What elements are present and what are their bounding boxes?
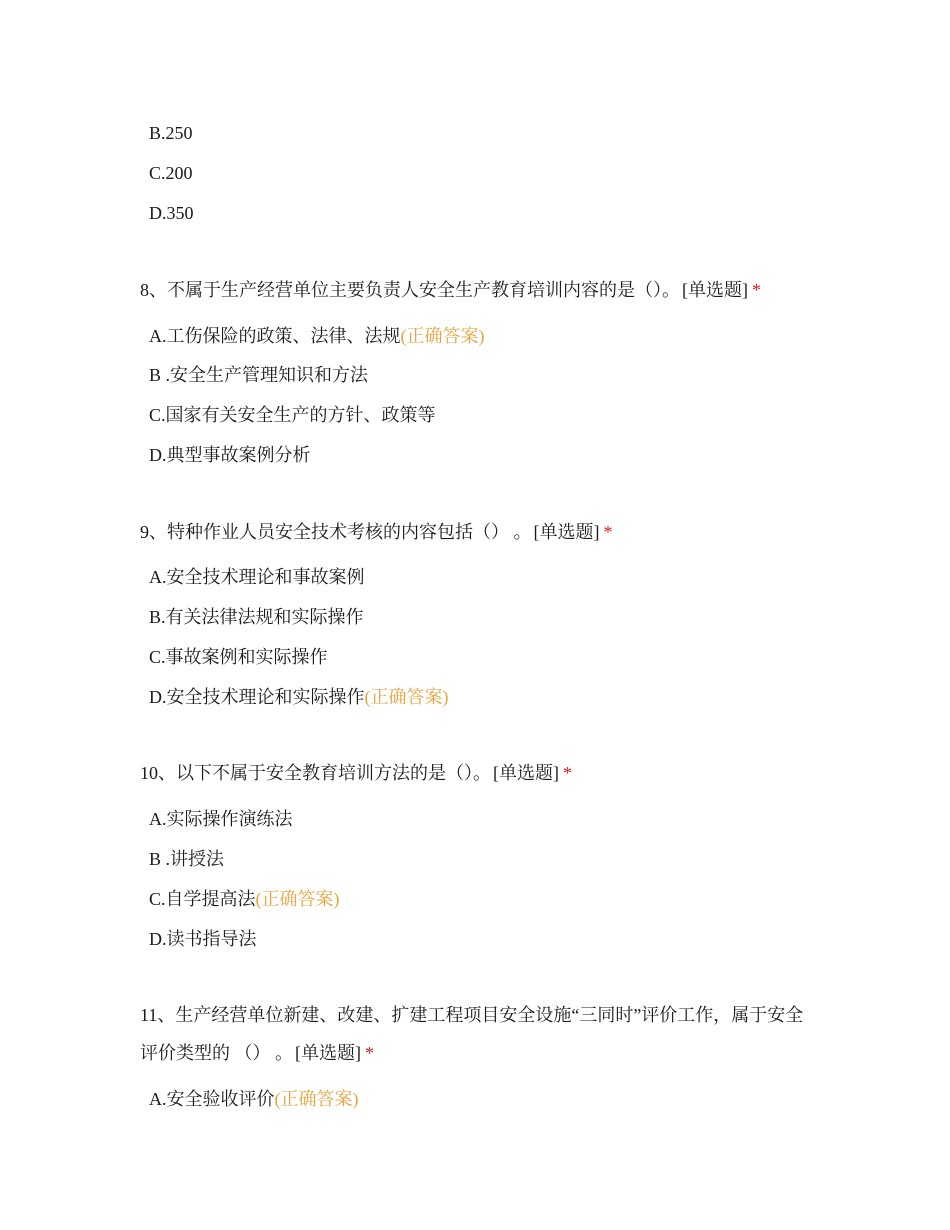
- q9-type-tag: [单选题]: [533, 522, 600, 542]
- q10-option-c-text: C.自学提高法: [149, 889, 256, 909]
- q7-option-c: C.200: [149, 163, 193, 183]
- q10-option-b: B .讲授法: [149, 849, 225, 869]
- q8-option-c: C.国家有关安全生产的方针、政策等: [149, 405, 436, 425]
- q8-correct-answer-mark: (正确答案): [400, 326, 485, 346]
- q11-option-a: [149, 1087, 359, 1111]
- q9-option-a: A.安全技术理论和事故案例: [149, 567, 365, 587]
- q8-required-mark: *: [752, 280, 761, 300]
- q10-stem: [140, 754, 820, 792]
- q8-option-a-text: A.工伤保险的政策、法律、法规: [149, 326, 401, 346]
- q11-correct-answer-mark: (正确答案): [274, 1089, 359, 1109]
- q10-option-c: [149, 887, 340, 911]
- q8-option-a: [149, 324, 485, 348]
- q11-type-tag: [单选题]: [295, 1043, 361, 1063]
- q8-type-tag: [单选题]: [682, 280, 748, 300]
- q11-stem-text: 11、生产经营单位新建、改建、扩建工程项目安全设施“三同时”评价工作，属于安全评价类型的 （） 。: [140, 1005, 804, 1063]
- q9-option-d-text: D.安全技术理论和实际操作: [149, 687, 365, 707]
- q10-option-a: A.实际操作演练法: [149, 809, 293, 829]
- q8-stem-text: 8、不属于生产经营单位主要负责人安全生产教育培训内容的是（）。: [140, 280, 680, 300]
- q11-option-a-text: A.安全验收评价: [149, 1089, 275, 1109]
- q11-stem: [140, 996, 820, 1072]
- q8-stem: [140, 271, 820, 309]
- q9-stem-text: 9、特种作业人员安全技术考核的内容包括（） 。: [140, 522, 532, 542]
- q9-option-b: B.有关法律法规和实际操作: [149, 607, 364, 627]
- q9-required-mark: *: [603, 522, 613, 542]
- q9-stem: [140, 513, 820, 551]
- q9-option-d: [149, 685, 449, 709]
- q8-option-b: B .安全生产管理知识和方法: [149, 365, 369, 385]
- q9-correct-answer-mark: (正确答案): [364, 687, 449, 707]
- q10-option-d: D.读书指导法: [149, 929, 257, 949]
- q7-option-d: D.350: [149, 203, 194, 223]
- q10-required-mark: *: [563, 763, 572, 783]
- q10-stem-text: 10、以下不属于安全教育培训方法的是（）。: [140, 763, 491, 783]
- q10-type-tag: [单选题]: [493, 763, 559, 783]
- q10-correct-answer-mark: (正确答案): [255, 889, 340, 909]
- q8-option-d: D.典型事故案例分析: [149, 445, 311, 465]
- q11-required-mark: *: [365, 1043, 374, 1063]
- q7-option-b: B.250: [149, 123, 193, 143]
- q9-option-c: C.事故案例和实际操作: [149, 647, 328, 667]
